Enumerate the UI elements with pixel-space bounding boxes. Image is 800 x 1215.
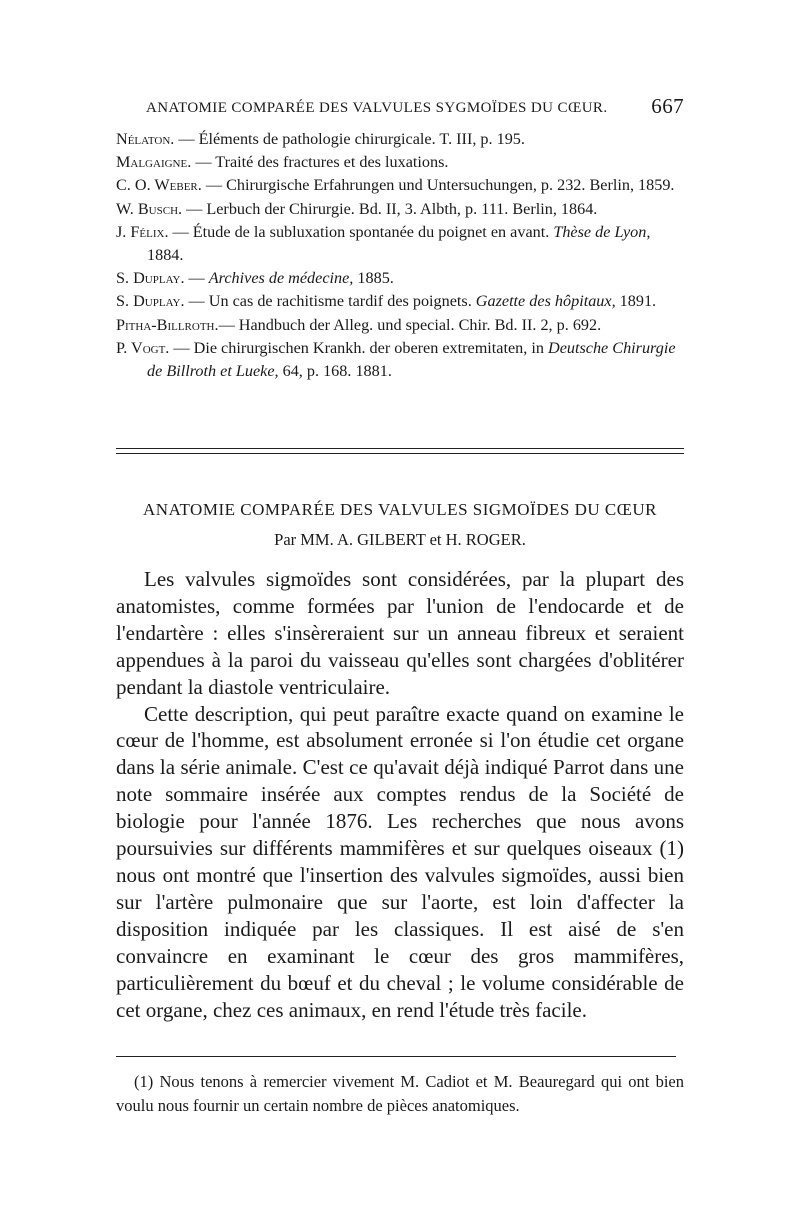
entry-italic: Deutsche Chirurgie de Billroth et Lueke, bbox=[147, 338, 676, 381]
section-divider-bottom bbox=[116, 453, 684, 454]
entry-text: — Traité des fractures et des luxations. bbox=[191, 153, 449, 172]
entry-text: — Chirurgische Erfahrungen und Untersuchungen, p. 232. Berlin, 1859. bbox=[201, 176, 675, 195]
entry-text: — Handbuch der Alleg. und special. Chir. Bd. II. 2, p. 692. bbox=[218, 315, 602, 334]
footnote bbox=[116, 1070, 684, 1118]
entry-author: P. Vogt. bbox=[116, 338, 170, 357]
entry-italic: Archives de médecine, bbox=[208, 269, 354, 288]
entry-text: — Die chirurgischen Krankh. der oberen extremitaten, in bbox=[169, 338, 548, 357]
entry-tail: 1891. bbox=[615, 292, 657, 311]
bibliography-entry bbox=[116, 337, 684, 383]
article-body bbox=[116, 566, 684, 1023]
bibliography-entry bbox=[116, 314, 684, 337]
entry-tail: 1884. bbox=[147, 246, 184, 265]
bibliography-entry bbox=[116, 198, 684, 221]
running-head bbox=[146, 94, 684, 118]
body-paragraph: Cette description, qui peut paraître exacte quand on examine le cœur de l'homme, est absolument erronée si l'on étudie cet organe dans la série animale. C'est ce qu'avait déjà indiqué Parrot dans une note sommaire insérée aux comptes rendus de la Société de biologie pour l'année 1876. Les recherches que nous avons poursuivies sur différents mammifères et sur quelques oiseaux (1) nous ont montré que l'insertion des valvules sigmoïdes, aussi bien sur l'artère pulmonaire que sur l'aorte, est loin d'affecter la disposition indiquée par les classiques. Il est aisé de s'en convaincre en examinant le cœur des gros mammifères, particulièrement du bœuf et du cheval ; le volume considérable de cet organe, chez ces animaux, en rend l'étude très facile. bbox=[116, 701, 684, 1022]
bibliography-entry bbox=[116, 290, 684, 313]
section-divider-top bbox=[116, 448, 684, 449]
bibliography-list bbox=[116, 128, 684, 383]
entry-author: S. Duplay. bbox=[116, 292, 185, 311]
entry-text: — Étude de la subluxation spontanée du poignet en avant. bbox=[168, 222, 554, 241]
entry-text: — Un cas de rachitisme tardif des poignets. bbox=[184, 292, 476, 311]
entry-author: Nélaton. bbox=[116, 130, 175, 148]
entry-text: — bbox=[184, 269, 209, 288]
bibliography-entry bbox=[116, 174, 684, 197]
page-number: 667 bbox=[651, 94, 684, 118]
entry-author: Malgaigne. bbox=[116, 153, 192, 172]
bibliography-entry bbox=[116, 151, 684, 174]
entry-text: — Lerbuch der Chirurgie. Bd. II, 3. Albth, p. 111. Berlin, 1864. bbox=[182, 199, 598, 218]
entry-tail: 1885. bbox=[353, 269, 394, 288]
entry-italic: Thèse de Lyon, bbox=[553, 222, 651, 241]
footnote-divider bbox=[116, 1056, 676, 1057]
entry-text: — Éléments de pathologie chirurgicale. T. III, p. 195. bbox=[174, 130, 525, 148]
article-title: ANATOMIE COMPARÉE DES VALVULES SIGMOÏDES DU CŒUR bbox=[143, 500, 657, 519]
entry-author: S. Duplay. bbox=[116, 269, 185, 288]
bibliography-entry bbox=[116, 267, 684, 290]
running-head-title: ANATOMIE COMPARÉE DES VALVULES SYGMOÏDES DU CŒUR. bbox=[146, 100, 608, 116]
entry-author: J. Félix. bbox=[116, 222, 169, 241]
bibliography-entry bbox=[116, 221, 684, 267]
entry-author: W. Busch. bbox=[116, 199, 183, 218]
body-paragraph: Les valvules sigmoïdes sont considérées, par la plupart des anatomistes, comme formées par l'union de l'endocarde et de l'endartère : elles s'insèreraient sur un anneau fibreux et seraient appendues à la paroi du vaisseau qu'elles sont chargées d'oblitérer pendant la diastole ventriculaire. bbox=[116, 567, 684, 699]
entry-author: C. O. Weber. bbox=[116, 176, 202, 195]
article-byline: Par MM. A. GILBERT et H. ROGER. bbox=[274, 530, 526, 549]
bibliography-entry bbox=[116, 128, 684, 151]
entry-tail: 64, p. 168. 1881. bbox=[278, 362, 392, 381]
entry-italic: Gazette des hôpitaux, bbox=[475, 292, 616, 311]
footnote-text: (1) Nous tenons à remercier vivement M. Cadiot et M. Beauregard qui ont bien voulu nous fournir un certain nombre de pièces anatomiques. bbox=[116, 1072, 684, 1115]
entry-author: Pitha-Billroth. bbox=[116, 315, 219, 334]
